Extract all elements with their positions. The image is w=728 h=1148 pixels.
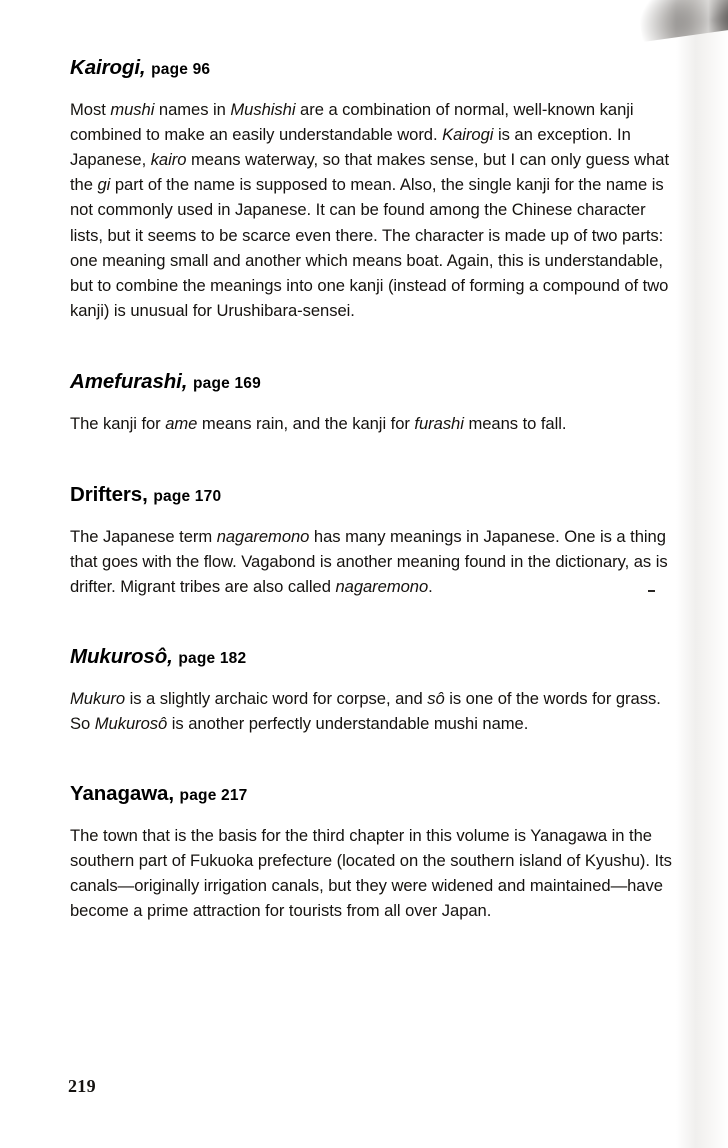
spacer [70,436,682,483]
section-drifters [70,483,682,599]
heading-page-reference: page 217 [179,787,248,805]
section-amefurashi [70,370,682,436]
page-edge-shadow [676,0,728,1148]
heading-term: Drifters, [70,483,148,507]
section-heading [70,56,682,80]
heading-page-reference: page 182 [178,650,247,668]
heading-term: Amefurashi, [70,370,188,394]
section-body: The kanji for ame means rain, and the kanji for furashi means to fall. [70,413,567,433]
heading-page-reference: page 96 [151,61,211,78]
heading-page-reference: page 170 [153,488,222,506]
section-mukuroso [70,645,682,736]
spacer [70,806,682,823]
section-heading [70,370,682,394]
section-kairogi [70,56,682,323]
heading-term: Kairogi, [70,56,146,79]
spacer [70,669,682,686]
spacer [70,323,682,370]
spacer [70,80,682,97]
section-heading [70,782,682,806]
scan-smudge-artifact [634,0,728,42]
spacer [70,394,682,411]
section-heading [70,645,682,669]
spacer [70,507,682,524]
section-yanagawa [70,782,682,923]
section-heading [70,483,682,507]
page-number: 219 [68,1076,96,1096]
heading-term: Yanagawa, [70,782,174,806]
heading-page-reference: page 169 [193,375,261,393]
section-body: Most mushi names in Mushishi are a combination of normal, well-known kanji combined to make an easily understandable word. Kairogi is an exception. In Japanese, kairo means waterway, so that makes sense, but I can only guess what the gi part of the name is supposed to mean. Also, the single kanji for the name is not commonly used in Japanese. It can be found among the Chinese character lists, but it seems to be scarce even there. The character is made up of two parts: one meaning small and another which means boat. Again, this is understandable, but to combine the meanings into one kanji (instead of forming a compound of two kanji) is unusual for Urushibara-sensei. [70,99,670,321]
section-body: The Japanese term nagaremono has many meanings in Japanese. One is a thing that goes with the flow. Vagabond is another meaning found in the dictionary, as is drifter. Migrant tribes are also called nagaremono. [70,526,668,597]
spacer [70,736,682,782]
heading-term: Mukurosô, [70,645,173,669]
page-content [70,56,682,924]
spacer [70,599,682,645]
section-body: Mukuro is a slightly archaic word for corpse, and sô is one of the words for grass. So Mukurosô is another perfectly understandable mushi name. [70,688,661,734]
section-body: The town that is the basis for the third chapter in this volume is Yanagawa in the southern part of Fukuoka prefecture (located on the southern island of Kyushu). Its canals—originally irrigation canals, but they were widened and maintained—have become a prime attraction for tourists from all over Japan. [70,825,672,921]
